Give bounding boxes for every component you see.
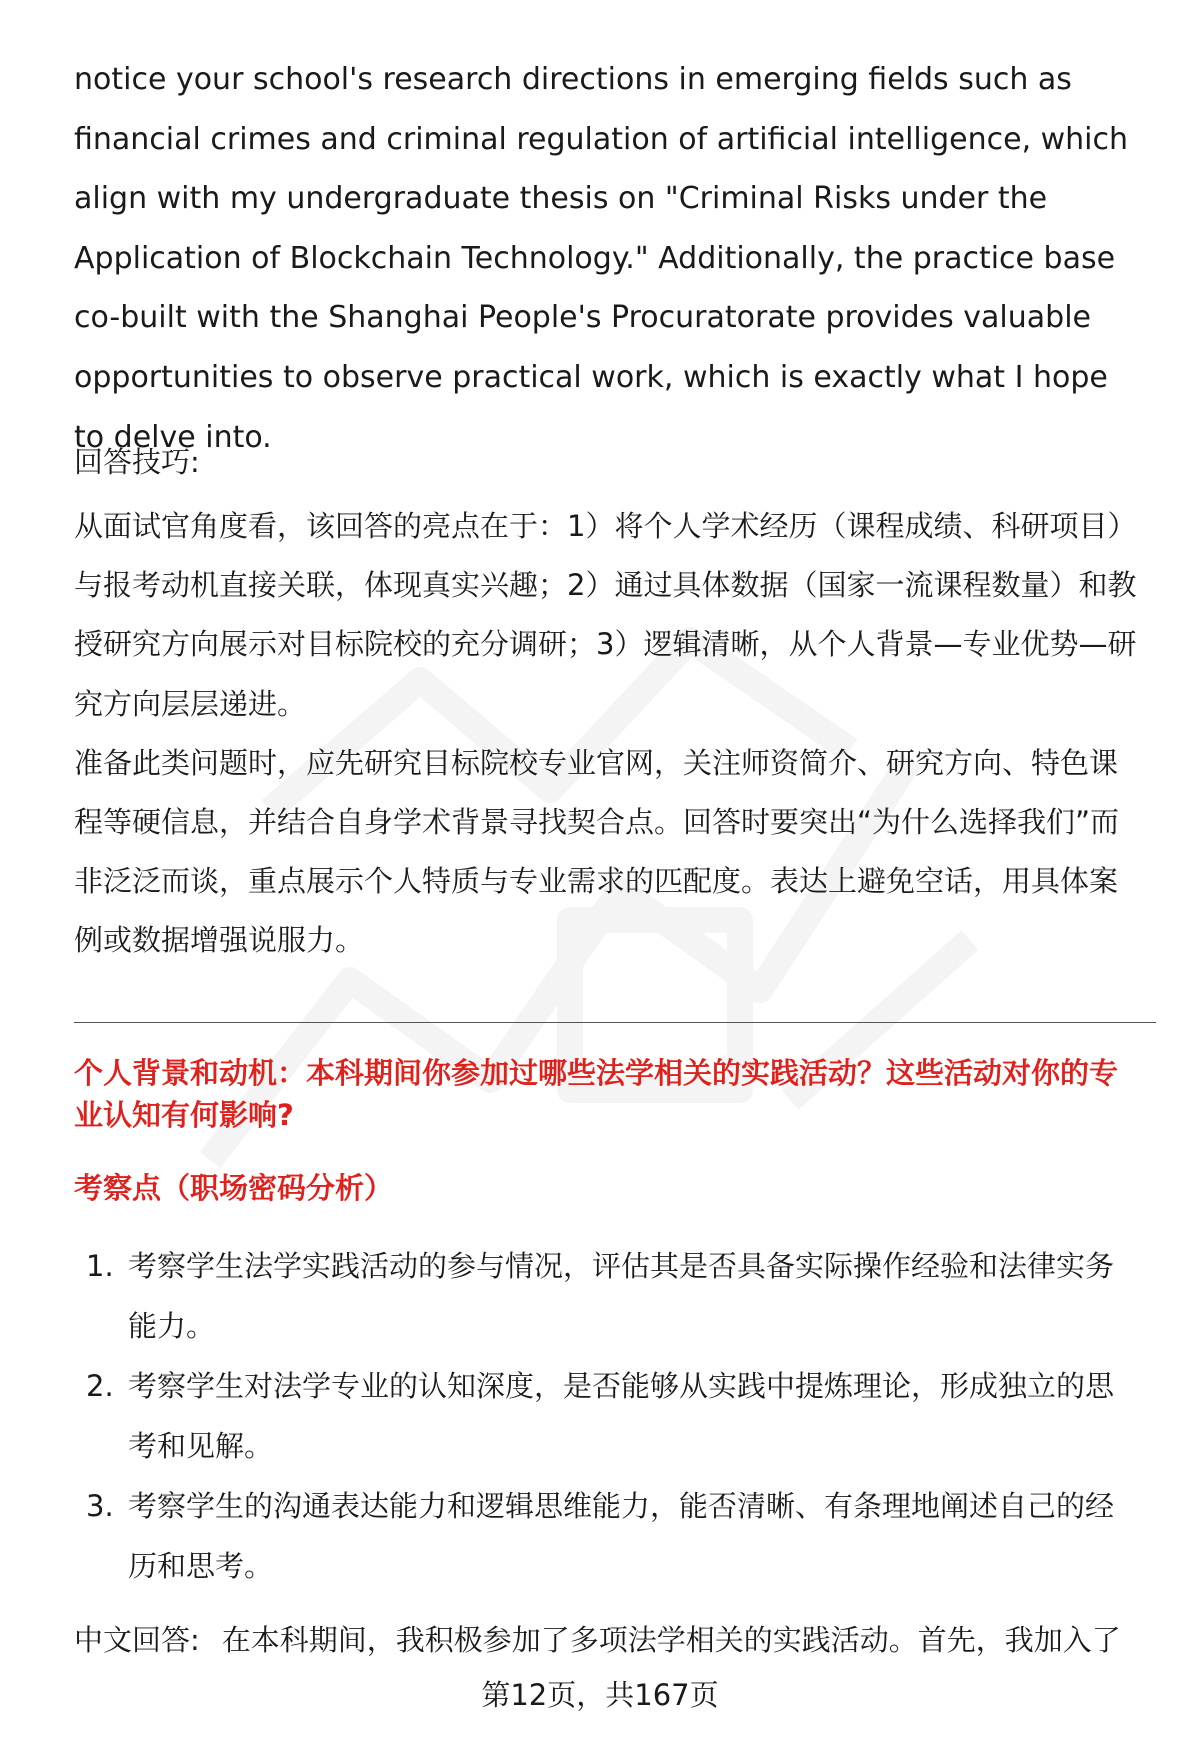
list-item xyxy=(74,1236,1140,1356)
section-divider xyxy=(74,1022,1156,1023)
tips-heading: 回答技巧: xyxy=(74,445,200,479)
assessment-list xyxy=(74,1236,1140,1596)
list-item-number: 3. xyxy=(86,1489,114,1523)
english-answer-paragraph: notice your school's research directions in emerging fields such as financial crimes and criminal regulation of artificial intelligence, which align with my undergraduate thesis on "Criminal Risks under the Application of Blockchain Technology." Additionally, the practice base co-built with the Shanghai People's Procuratorate provides valuable opportunities to observe practical work, which is exactly what I hope to delve into. xyxy=(74,62,1129,455)
list-item xyxy=(74,1476,1140,1596)
answer-text: 在本科期间，我积极参加了多项法学相关的实践活动。首先，我加入了 xyxy=(221,1623,1121,1657)
list-item-number: 2. xyxy=(86,1369,114,1403)
list-item-number: 1. xyxy=(86,1249,114,1283)
tips-paragraph: 准备此类问题时，应先研究目标院校专业官网，关注师资简介、研究方向、特色课程等硬信息，并结合自身学术背景寻找契合点。回答时要突出“为什么选择我们”而非泛泛而谈，重点展示个人特质与专业需求的匹配度。表达上避免空话，用具体案例或数据增强说服力。 xyxy=(74,745,1120,958)
list-item-text: 考察学生法学实践活动的参与情况，评估其是否具备实际操作经验和法律实务能力。 xyxy=(128,1249,1115,1343)
answer-label: 中文回答: xyxy=(74,1623,200,1657)
assessment-title: 考察点（职场密码分析） xyxy=(74,1171,394,1205)
interview-question: 个人背景和动机：本科期间你参加过哪些法学相关的实践活动？这些活动对你的专业认知有何影响? xyxy=(74,1056,1119,1132)
chinese-answer xyxy=(74,1616,1140,1664)
page-number: 第12页，共167页 xyxy=(481,1678,719,1712)
list-item xyxy=(74,1356,1140,1476)
list-item-text: 考察学生的沟通表达能力和逻辑思维能力，能否清晰、有条理地阐述自己的经历和思考。 xyxy=(128,1489,1115,1583)
tips-body xyxy=(74,497,1140,971)
tips-paragraph: 从面试官角度看，该回答的亮点在于：1）将个人学术经历（课程成绩、科研项目）与报考动机直接关联，体现真实兴趣；2）通过具体数据（国家一流课程数量）和教授研究方向展示对目标院校的充分调研；3）逻辑清晰，从个人背景—专业优势—研究方向层层递进。 xyxy=(74,509,1137,721)
list-item-text: 考察学生对法学专业的认知深度，是否能够从实践中提炼理论，形成独立的思考和见解。 xyxy=(128,1369,1115,1463)
